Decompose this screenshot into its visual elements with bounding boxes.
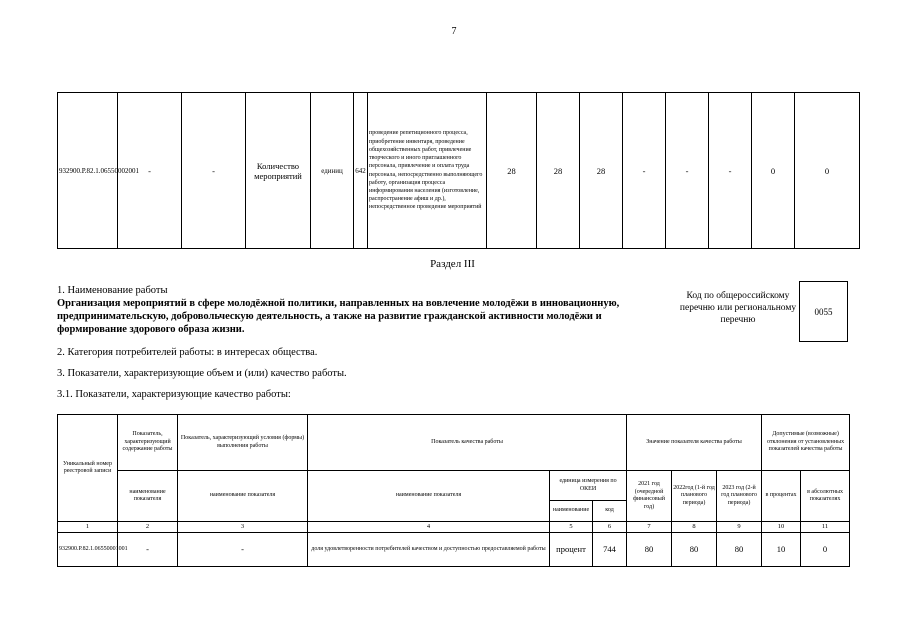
header-cell: код: [593, 501, 627, 522]
value-cell: 10: [762, 533, 801, 567]
condition-cell: -: [178, 533, 308, 567]
item-3: 3. Показатели, характеризующие объем и (или) качество работы.: [57, 368, 347, 379]
value-cell: 0: [801, 533, 850, 567]
unit-cell: единиц: [311, 93, 354, 249]
header-cell: Показатель, характеризующий содержание работы: [118, 415, 178, 471]
value-cell: -: [666, 93, 709, 249]
value-cell: -: [623, 93, 666, 249]
indicator-table-1: [57, 92, 860, 249]
header-cell: наименование показателя: [178, 471, 308, 522]
indicator-name-cell: доля удовлетворенности потребителей качеством и доступностью предоставляемой работы: [308, 533, 550, 567]
value-cell: 0: [752, 93, 795, 249]
header-cell: Показатель, характеризующий условия (формы) выполнения работы: [178, 415, 308, 471]
column-number: 11: [801, 522, 850, 533]
work-name: Организация мероприятий в сфере молодёжной политики, направленных на вовлечение молодёжи в инновационную, предпринимательскую, добровольческую деятельность, а также на развитие гражданской активности молодёжи и формирование здорового образа жизни.: [57, 298, 620, 335]
column-number: 2: [118, 522, 178, 533]
description-cell: проведение репетиционного процесса, приобретение инвентаря, проведение общехозяйственных работ, привлечение творческого и иного приглашенного персонала, привлечение и оплата труда персонала, непосредственно выполняющего работу, организация процесса информирования населения (изготовление, распространение афиш и др.), непосредственное проведение мероприятий: [368, 93, 487, 249]
value-cell: 28: [580, 93, 623, 249]
header-cell: наименование показателя: [308, 471, 550, 522]
header-cell: наименование показателя: [118, 471, 178, 522]
header-cell: 2022год (1-й год планового периода): [672, 471, 717, 522]
header-row: [58, 471, 850, 501]
section-title: Раздел III: [430, 258, 475, 270]
code-box: [799, 281, 848, 342]
header-cell: единица измерения по ОКЕИ: [550, 471, 627, 501]
table-row: [58, 533, 850, 567]
unit-cell: процент: [550, 533, 593, 567]
header-cell: 2021 год (очередной финансовый год): [627, 471, 672, 522]
column-number: 8: [672, 522, 717, 533]
item-3-1: 3.1. Показатели, характеризующие качество работы:: [57, 389, 291, 400]
header-cell: в процентах: [762, 471, 801, 522]
indicator-name-cell: Количество мероприятий: [246, 93, 311, 249]
header-cell: наименование: [550, 501, 593, 522]
item-2: 2. Категория потребителей работы: в интересах общества.: [57, 347, 318, 358]
column-number-row: [58, 522, 850, 533]
column-number: 3: [178, 522, 308, 533]
column-number: 9: [717, 522, 762, 533]
quality-table: [57, 414, 850, 567]
value-cell: 80: [717, 533, 762, 567]
column-number: 6: [593, 522, 627, 533]
code-label: Код по общероссийскому перечню или региональному перечню: [679, 291, 797, 325]
column-number: 10: [762, 522, 801, 533]
page-number: 7: [451, 26, 457, 37]
okei-cell: 744: [593, 533, 627, 567]
condition-cell: -: [182, 93, 246, 249]
value-cell: 28: [487, 93, 537, 249]
code-value: 0055: [814, 306, 833, 317]
column-number: 7: [627, 522, 672, 533]
value-cell: -: [709, 93, 752, 249]
header-cell: Уникальный номер реестровой записи: [58, 415, 118, 522]
record-code-cell: 932900.Р.82.1.06550002001: [58, 93, 118, 249]
header-cell: Значение показателя качества работы: [627, 415, 762, 471]
item-1-label: 1. Наименование работы: [57, 285, 168, 296]
okei-cell: 642: [354, 93, 368, 249]
column-number: 4: [308, 522, 550, 533]
header-cell: Допустимые (возможные) отклонения от установленных показателей качества работы: [762, 415, 850, 471]
value-cell: 0: [795, 93, 860, 249]
value-cell: 28: [537, 93, 580, 249]
content-cell: -: [118, 533, 178, 567]
header-row: [58, 415, 850, 471]
value-cell: 80: [627, 533, 672, 567]
header-cell: в абсолютных показателях: [801, 471, 850, 522]
record-code-cell: 932900.Р.82.1.06550001001: [58, 533, 118, 567]
value-cell: 80: [672, 533, 717, 567]
header-cell: 2023 год (2-й год планового периода): [717, 471, 762, 522]
column-number: 5: [550, 522, 593, 533]
content-cell: -: [118, 93, 182, 249]
header-cell: Показатель качества работы: [308, 415, 627, 471]
table-row: [58, 93, 860, 249]
column-number: 1: [58, 522, 118, 533]
